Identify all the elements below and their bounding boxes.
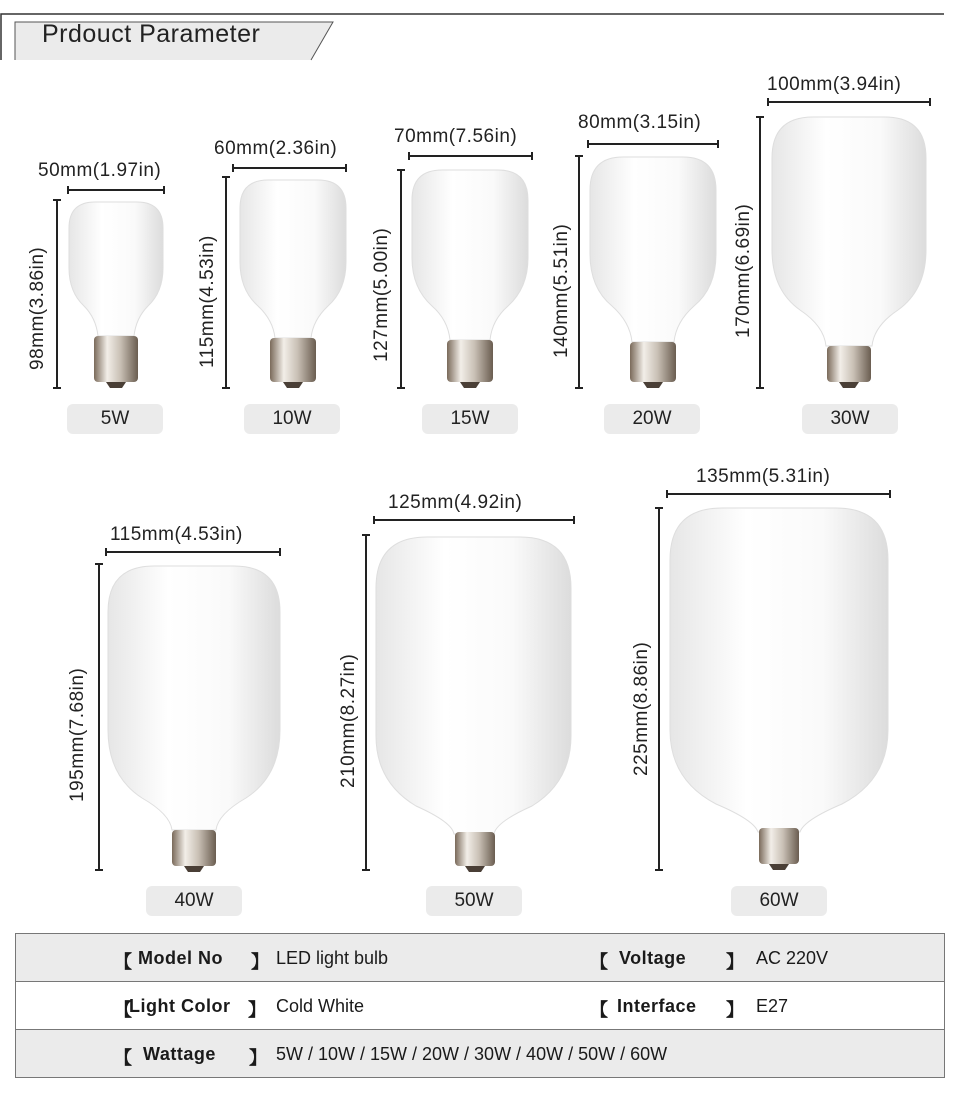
width-label: 115mm(4.53in) [110,524,243,545]
light-color-label: Light Color [129,996,231,1016]
height-label: 170mm(6.69in) [733,203,754,338]
height-label: 225mm(8.86in) [631,641,652,776]
model-label: Model No [138,948,223,968]
width-label: 60mm(2.36in) [214,138,338,159]
bracket-close: 】 [249,1048,267,1068]
wattage-badge: 50W [426,886,522,916]
bracket-open: 【 [590,952,608,972]
parameter-table [15,933,945,1078]
bracket-close: 】 [251,952,269,972]
light-color-value: Cold White [276,996,365,1016]
bracket-open: 【 [590,1000,608,1020]
wattage-value: 5W / 10W / 15W / 20W / 30W / 40W / 50W / 60W [276,1044,668,1064]
wattage-badge: 30W [802,404,898,434]
wattage-badge: 10W [244,404,340,434]
wattage-badge: 5W [67,404,163,434]
voltage-value: AC 220V [756,948,829,968]
width-label: 125mm(4.92in) [388,492,523,513]
bracket-close: 】 [726,1000,744,1020]
width-label: 70mm(7.56in) [394,126,518,147]
voltage-label: Voltage [619,948,687,968]
wattage-badge: 20W [604,404,700,434]
bracket-open: 【 [114,1048,132,1068]
width-label: 135mm(5.31in) [696,466,831,487]
wattage-label: Wattage [143,1044,216,1064]
wattage-badge: 15W [422,404,518,434]
width-label: 100mm(3.94in) [767,74,902,95]
interface-value: E27 [756,996,789,1016]
height-label: 98mm(3.86in) [27,246,48,370]
page-title: Prdouct Parameter [42,20,261,48]
param-row-wattage [16,1030,944,1077]
bracket-close: 】 [726,952,744,972]
bracket-close: 】 [248,1000,266,1020]
height-label: 195mm(7.68in) [67,667,88,802]
bracket-open: 【 [114,1000,132,1020]
height-label: 140mm(5.51in) [551,223,572,358]
height-label: 210mm(8.27in) [338,653,359,788]
param-row-color-interface [16,982,944,1030]
model-value: LED light bulb [276,948,389,968]
height-label: 127mm(5.00in) [371,227,392,362]
width-label: 50mm(1.97in) [38,160,162,181]
bracket-open: 【 [114,952,132,972]
height-label: 115mm(4.53in) [197,235,218,368]
width-label: 80mm(3.15in) [578,112,702,133]
wattage-badge: 40W [146,886,242,916]
interface-label: Interface [617,996,697,1016]
param-row-model-voltage [16,934,944,982]
wattage-badge: 60W [731,886,827,916]
